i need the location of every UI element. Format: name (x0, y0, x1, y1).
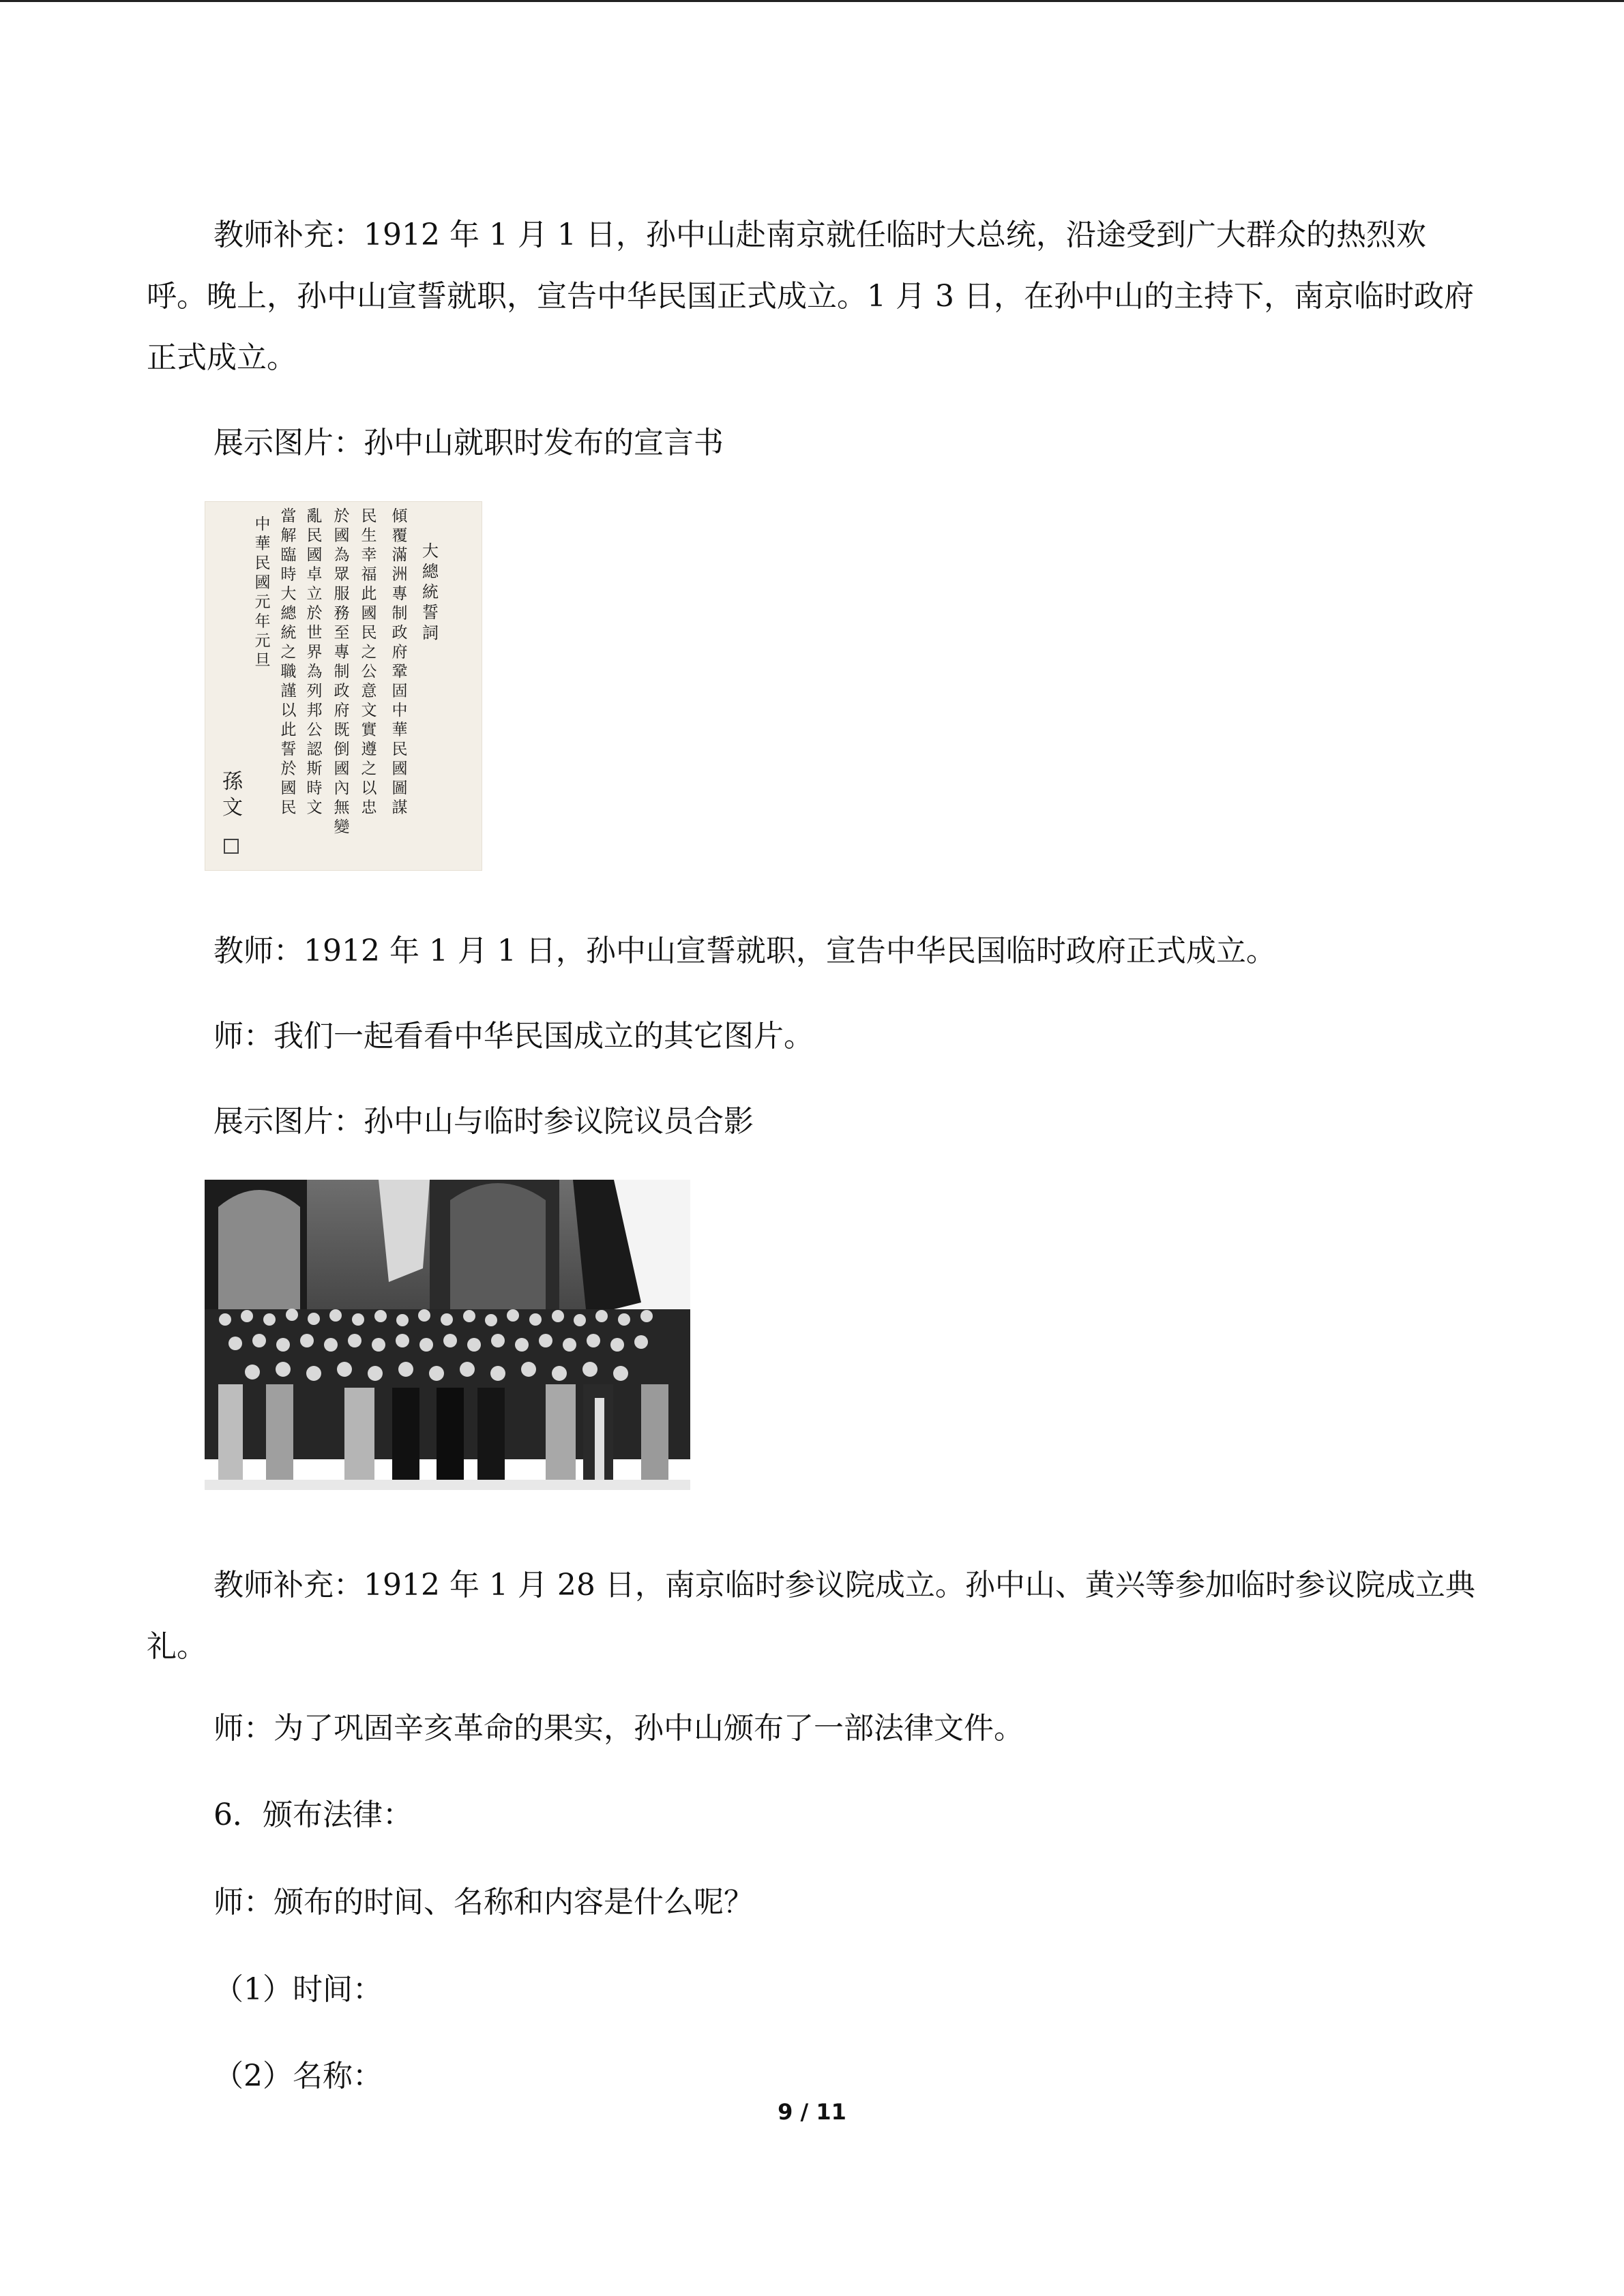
calligraphy-char: 圖 (392, 779, 408, 797)
calligraphy-char: 於 (334, 507, 350, 525)
calligraphy-char: 國 (334, 526, 350, 545)
calligraphy-char: 滿 (392, 546, 408, 564)
calligraphy-char: 以 (361, 779, 377, 797)
calligraphy-char: 內 (334, 779, 350, 797)
calligraphy-char: 認 (306, 741, 323, 758)
calligraphy-char: 制 (392, 604, 408, 623)
calligraphy-char: 時 (280, 565, 297, 584)
calligraphy-char: 國 (306, 546, 323, 564)
page-top-border (0, 0, 1624, 2)
paragraph-law-intro: 师：为了巩固辛亥革命的果实，孙中山颁布了一部法律文件。 (213, 1711, 1024, 1746)
paragraph-teacher-supplement-2: 教师补充：1912 年 1 月 28 日，南京临时参议院成立。孙中山、黄兴等参加临时参议院成立典礼。 (147, 1568, 1475, 1664)
paragraph-teacher-supplement-1: 教师补充：1912 年 1 月 1 日，孙中山赴南京就任临时大总统，沿途受到广大群众的热烈欢呼。晚上，孙中山宣誓就职，宣告中华民国正式成立。1 月 3 日，在孙中山的主持下，南京临时政府正式成立。 (147, 218, 1474, 375)
calligraphy-char: 誓 (280, 741, 297, 758)
calligraphy-char: 倒 (334, 741, 350, 758)
calligraphy-char: 福 (361, 565, 377, 584)
calligraphy-char: 既 (334, 721, 350, 739)
calligraphy-char: 意 (361, 682, 377, 700)
calligraphy-char: 臨 (280, 546, 297, 564)
calligraphy-char: 於 (306, 604, 323, 623)
calligraphy-char: 總 (422, 562, 439, 581)
calligraphy-char: 文 (361, 702, 377, 719)
calligraphy-char: 為 (306, 663, 323, 681)
calligraphy-char: 大 (422, 541, 439, 561)
calligraphy-char: 華 (254, 535, 271, 553)
calligraphy-char: 此 (280, 721, 297, 739)
calligraphy-char: 忠 (361, 799, 377, 817)
calligraphy-char: 政 (334, 682, 350, 700)
calligraphy-char: 固 (392, 682, 408, 700)
oath-calligraphy-image (205, 501, 482, 871)
calligraphy-char: 傾 (392, 507, 408, 525)
calligraphy-char: 謀 (392, 799, 408, 817)
calligraphy-char: 立 (306, 585, 323, 603)
calligraphy-char: 國 (280, 779, 297, 797)
calligraphy-char: 務 (334, 604, 350, 623)
calligraphy-char: 公 (361, 663, 377, 681)
calligraphy-char: 民 (361, 624, 377, 642)
calligraphy-char: 之 (280, 643, 297, 661)
calligraphy-char: 府 (334, 702, 350, 719)
calligraphy-char: 民 (254, 554, 271, 572)
calligraphy-char: 元 (254, 593, 271, 611)
calligraphy-char: 文 (306, 799, 323, 817)
calligraphy-char: 實 (361, 721, 377, 739)
calligraphy-char: 專 (392, 585, 408, 603)
calligraphy-char: 民 (392, 741, 408, 758)
calligraphy-char: 元 (254, 632, 271, 650)
calligraphy-char: 中 (392, 702, 408, 719)
calligraphy-char: 國 (334, 760, 350, 778)
calligraphy-char: 覆 (392, 526, 408, 545)
calligraphy-char: 世 (306, 624, 323, 642)
calligraphy-char: 為 (334, 546, 350, 564)
group-photo-drawing (205, 1180, 690, 1503)
calligraphy-char: 民 (306, 526, 323, 545)
calligraphy-char: 當 (280, 507, 297, 525)
paragraph-show-image-1: 展示图片：孙中山就职时发布的宣言书 (213, 426, 724, 460)
calligraphy-char: 此 (361, 585, 377, 603)
calligraphy-char: 之 (361, 643, 377, 661)
calligraphy-char: 專 (334, 643, 350, 661)
calligraphy-char: 斯 (306, 760, 323, 778)
calligraphy-char: 中 (254, 516, 271, 533)
calligraphy-char: 眾 (334, 565, 350, 584)
calligraphy-char: 公 (306, 721, 323, 739)
calligraphy-char: 國 (254, 573, 271, 592)
paragraph-show-image-2: 展示图片：孙中山与临时参议院议员合影 (213, 1104, 754, 1139)
calligraphy-char: 解 (280, 526, 297, 545)
calligraphy-char: 職 (280, 663, 297, 681)
item-name: （2）名称： (213, 2059, 383, 2093)
page-number: 9 / 11 (778, 2099, 846, 2125)
calligraphy-drawing (205, 502, 482, 870)
calligraphy-char: 國 (361, 604, 377, 623)
calligraphy-char: 國 (392, 760, 408, 778)
calligraphy-char: 變 (334, 818, 350, 836)
calligraphy-char: 誓 (422, 603, 439, 622)
calligraphy-char: 政 (392, 624, 408, 642)
paragraph-look-pictures: 师：我们一起看看中华民国成立的其它图片。 (213, 1019, 814, 1054)
calligraphy-char: 旦 (254, 651, 271, 670)
section-heading-law: 6．颁布法律： (213, 1798, 413, 1832)
calligraphy-char: 無 (334, 799, 350, 817)
calligraphy-char: 制 (334, 663, 350, 681)
calligraphy-char: 列 (306, 682, 323, 700)
calligraphy-char: 卓 (306, 565, 323, 584)
calligraphy-char: 民 (280, 799, 297, 817)
paragraph-teacher-statement: 教师：1912 年 1 月 1 日，孙中山宣誓就职，宣告中华民国临时政府正式成立。 (213, 934, 1276, 968)
calligraphy-char: 謹 (280, 682, 297, 700)
calligraphy-char: 總 (280, 604, 297, 623)
calligraphy-char: 於 (280, 760, 297, 778)
calligraphy-char: 亂 (306, 507, 323, 525)
calligraphy-char: 以 (280, 702, 297, 719)
calligraphy-char: 文 (222, 796, 243, 820)
senate-group-photo (205, 1180, 690, 1503)
calligraphy-char: 服 (334, 585, 350, 603)
calligraphy-char: 統 (422, 582, 439, 601)
calligraphy-char: 大 (280, 585, 297, 603)
calligraphy-char: 民 (361, 507, 377, 525)
seal-stamp (224, 839, 238, 853)
calligraphy-char: 統 (280, 624, 297, 642)
calligraphy-char: 之 (361, 760, 377, 778)
calligraphy-char: 至 (334, 624, 350, 642)
calligraphy-char: 遵 (361, 741, 377, 758)
calligraphy-char: 時 (306, 779, 323, 797)
calligraphy-char: 鞏 (392, 663, 408, 681)
item-time: （1）时间： (213, 1972, 383, 2007)
calligraphy-char: 幸 (361, 546, 377, 564)
calligraphy-char: 詞 (422, 623, 439, 642)
calligraphy-char: 洲 (392, 565, 408, 584)
calligraphy-char: 界 (306, 643, 323, 661)
calligraphy-char: 華 (392, 721, 408, 739)
calligraphy-char: 孫 (222, 770, 243, 794)
calligraphy-char: 府 (392, 643, 408, 661)
paragraph-question: 师：颁布的时间、名称和内容是什么呢？ (213, 1885, 754, 1920)
calligraphy-char: 生 (361, 526, 377, 545)
calligraphy-char: 年 (254, 612, 271, 631)
calligraphy-char: 邦 (306, 702, 323, 719)
